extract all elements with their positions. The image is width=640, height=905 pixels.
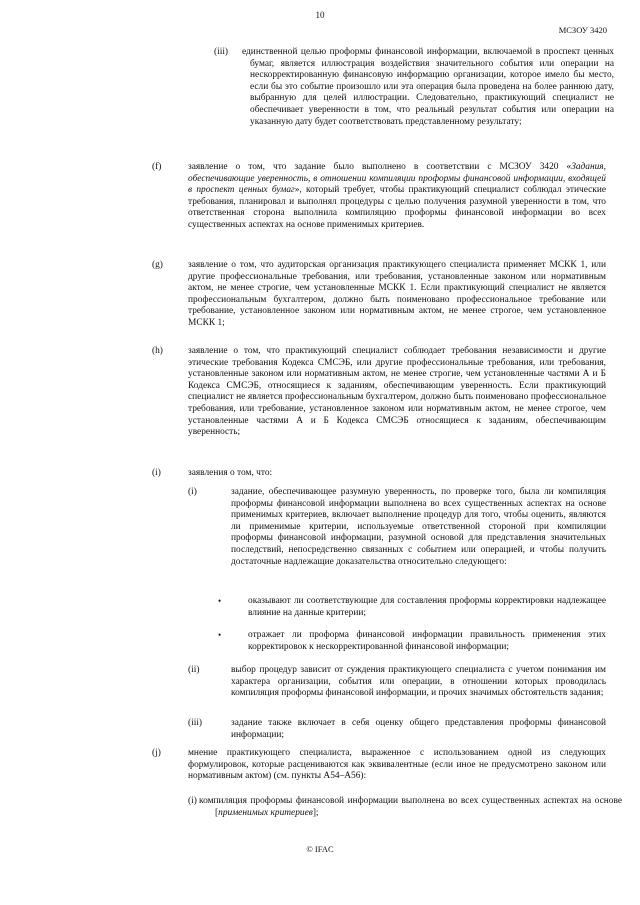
standard-title: Задания, обеспечивающие уверенность, в отношении компиляции проформы финансовой информации, входящей в проспект ценных бумаг (188, 162, 606, 196)
list-marker: (i) (188, 796, 197, 806)
page-number: 10 (315, 10, 325, 20)
criteria-placeholder: применимых критериев (218, 807, 313, 818)
paragraph-i-iii: задание также включает в себя оценку общего представления проформы финансовой информации; (231, 718, 606, 740)
paragraph-i: заявления о том, что: (188, 468, 273, 478)
bullet-item: отражает ли проформа финансовой информации правильность применения этих корректировок к нескорректированной финансовой информации; (248, 630, 606, 652)
footer-copyright: © IFAC (306, 844, 334, 854)
list-marker: (f) (152, 162, 162, 172)
list-marker: (j) (152, 748, 161, 758)
bullet-icon: • (218, 596, 222, 606)
list-marker: (iii) (188, 718, 203, 728)
paragraph-iii-intro: единственной целью проформы финансовой информации, включаемой в проспект ценных бумаг, является иллюстрация воздействия значительного события или операции на нескорректированную финансовую информацию организации, которое имело бы место, если бы это событие произошло или эта операция была проведена на более раннюю дату, выбранную для целей иллюстрации. Следовательно, практикующий специалист не обеспечивает уверенности в том, что реальный результат события или операции на указанную дату будет соответствовать представленному результату; (242, 47, 614, 127)
paragraph-j-i-text: компиляция проформы финансовой информации выполнена во всех существенных аспектах на основе [ (199, 796, 622, 818)
list-marker: (iii) (214, 47, 229, 57)
paragraph-g: заявление о том, что аудиторская организация практикующего специалиста применяет МСКК 1, или другие профессиональные требования, или требования, установленные законом или нормативным актом, не менее строгие, чем установленные МСКК 1. Если практикующий специалист не является профессиональным бухгалтером, должно быть поименовано профессиональное требование или требование, установленное законом или нормативным актом, не менее строгое, чем установленное МСКК 1; (188, 260, 606, 328)
list-marker: (g) (152, 260, 163, 270)
paragraph-j: мнение практикующего специалиста, выраженное с использованием одной из следующих формулировок, которые расцениваются как эквивалентные (если иное не предусмотрено законом или нормативным актом) (см. пункты А54–А56): (188, 748, 606, 782)
paragraph-f (188, 162, 606, 232)
list-marker: (i) (188, 487, 197, 497)
paragraph-f-text: », который требует, чтобы практикующий специалист соблюдал этические требования, планировал и выполнял процедуры с целью получения разумной уверенности в том, что ответственная сторона выполнила компиляцию проформы финансовой информации во всех существенных аспектах на основе применимых критериев. (188, 185, 607, 230)
paragraph-i-ii: выбор процедур зависит от суждения практикующего специалиста с учетом понимания им характера организации, события или операции, в отношении которых проводилась компиляция проформы финансовой информации, и прочих значимых обстоятельств задания; (231, 665, 606, 699)
paragraph-f-text: заявление о том, что задание было выполнено в соответствии с МСЗОУ 3420 « (188, 162, 572, 172)
list-marker: (ii) (188, 665, 200, 675)
paragraph-j-i-text: ]; (312, 807, 319, 818)
list-marker: (i) (152, 468, 161, 478)
bullet-item: оказывают ли соответствующие для составления проформы корректировки надлежащее влияние на данные критерии; (248, 596, 606, 618)
paragraph-i-i: задание, обеспечивающее разумную уверенность, по проверке того, была ли компиляция проформы финансовой информации выполнена во всех существенных аспектах на основе применимых критериев, включает выполнение процедур для того, чтобы оценить, являются ли применимые критерии, используемые ответственной стороной при компиляции проформы финансовой информации, разумной основой для представления значительных последствий, непосредственно связанных с событием или операцией, и чтобы получить достаточные надлежащие доказательства относительно следующего: (231, 487, 606, 567)
document-code: МСЗОУ 3420 (558, 25, 607, 35)
paragraph-j-i (199, 796, 622, 819)
paragraph-h: заявление о том, что практикующий специалист соблюдает требования независимости и другие этические требования Кодекса СМСЭБ, или другие профессиональные требования, или требования, установленные законом или нормативным актом, не менее строгие, чем установленные частями А и Б Кодекса СМСЭБ, относящиеся к заданиям, обеспечивающим уверенность. Если практикующий специалист не является профессиональным бухгалтером, должно быть поименовано профессиональное требования, или требование, установленное законом или нормативным актом, не менее строгое, чем установленные частями А и Б Кодекса СМСЭБ относящиеся к заданиям, обеспечивающим уверенность; (188, 346, 606, 438)
list-marker: (h) (152, 346, 163, 356)
bullet-icon: • (218, 630, 222, 640)
